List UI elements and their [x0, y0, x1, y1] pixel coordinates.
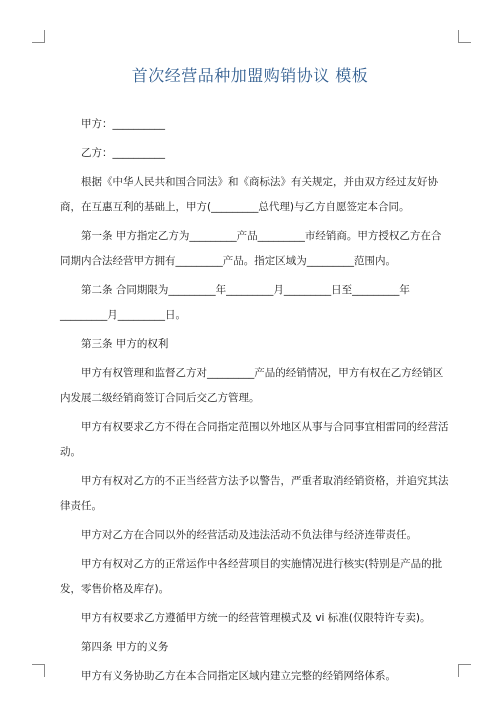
article-1-paragraph: 第一条 甲方指定乙方为_________产品_________市经销商。甲方授权乙方在合同期内合法经营甲方拥有_________产品。指定区域为_________范围内。 [60, 230, 442, 267]
article-3-clause-2: 甲方有权要求乙方不得在合同指定范围以外地区从事与合同事宜相雷同的经营活动。 [60, 421, 449, 458]
article-4-heading: 第四条 甲方的义务 [81, 641, 169, 653]
document-body [60, 112, 450, 689]
crop-mark-bottom-left [32, 664, 45, 677]
article-3-heading: 第三条 甲方的权利 [81, 338, 169, 350]
preamble-paragraph: 根据《中华人民共和国合同法》和《商标法》有关规定，并由双方经过友好协商，在互惠互利的基础上，甲方(_________总代理)与乙方自愿签定本合同。 [60, 176, 438, 213]
article-3-clause-4: 甲方对乙方在合同以外的经营活动及违法活动不负法律与经济连带责任。 [81, 529, 417, 541]
article-2-paragraph: 第二条 合同期限为_________年_________月_________日至_________年_________月_________日。 [60, 284, 410, 321]
crop-mark-bottom-right [458, 664, 471, 677]
crop-mark-top-right [458, 30, 471, 43]
article-3-clause-1: 甲方有权管理和监督乙方对_________产品的经销情况，甲方有权在乙方经销区内发展二级经销商签订合同后交乙方管理。 [60, 367, 444, 404]
party-a-line: 甲方：__________ [81, 118, 165, 130]
document-title: 首次经营品种加盟购销协议 模板 [131, 66, 369, 85]
crop-mark-top-left [32, 30, 45, 43]
article-4-clause-1: 甲方有义务协助乙方在本合同指定区域内建立完整的经销网络体系。 [81, 670, 396, 682]
party-b-line: 乙方：__________ [81, 147, 165, 159]
article-3-clause-6: 甲方有权要求乙方遵循甲方统一的经营管理模式及 vi 标准(仅限特许专卖)。 [81, 612, 431, 624]
article-3-clause-3: 甲方有权对乙方的不正当经营方法予以警告，严重者取消经销资格，并追究其法律责任。 [60, 475, 449, 512]
article-3-clause-5: 甲方有权对乙方的正常运作中各经营项目的实施情况进行核实(特别是产品的批发，零售价格及库存)。 [60, 558, 443, 595]
